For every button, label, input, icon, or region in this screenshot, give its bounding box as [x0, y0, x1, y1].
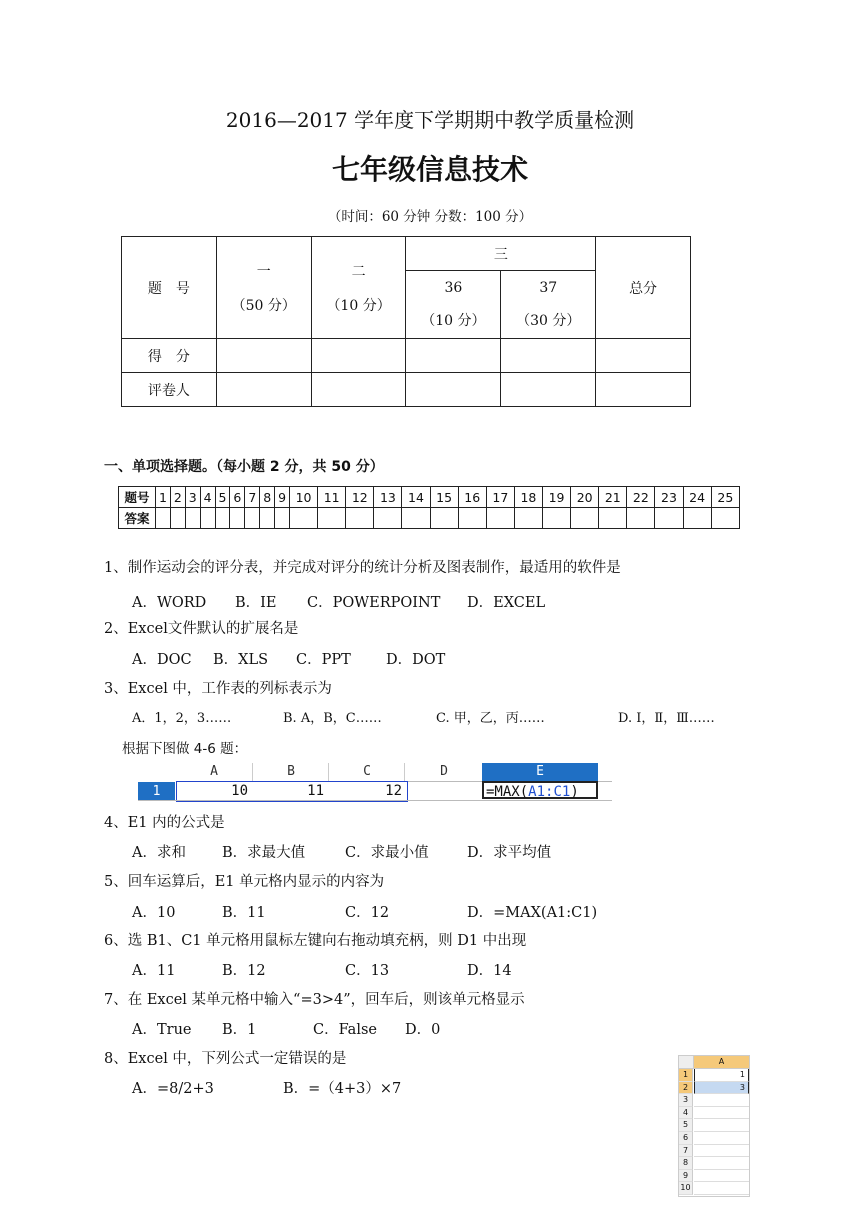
row-header: 4: [679, 1107, 693, 1120]
question-2-stem: 2、Excel文件默认的扩展名是: [104, 621, 299, 637]
answer-grid-number: 18: [514, 487, 542, 508]
score-col-2-name: 二: [351, 263, 366, 280]
sheet-cell[interactable]: 3: [694, 1082, 749, 1095]
score-cell[interactable]: [311, 339, 406, 373]
row-header: 6: [679, 1132, 693, 1145]
score-sub1-points: （10 分）: [421, 312, 486, 329]
score-col-1: [216, 237, 311, 339]
sheet-cell[interactable]: 1: [694, 1069, 749, 1082]
answer-grid-number: 9: [275, 487, 290, 508]
score-sub2-points: （30 分）: [516, 312, 581, 329]
mini-spreadsheet: [678, 1055, 750, 1197]
row-header: 7: [679, 1145, 693, 1158]
sheet-cell[interactable]: [694, 1107, 749, 1120]
answer-grid-number: 16: [458, 487, 486, 508]
answer-cell[interactable]: [458, 508, 486, 529]
option[interactable]: A．求和: [132, 845, 186, 861]
grader-cell[interactable]: [501, 373, 596, 407]
answer-grid-number: 4: [200, 487, 215, 508]
question-5-stem: 5、回车运算后，E1 单元格内显示的内容为: [104, 874, 385, 890]
sheet-cell[interactable]: [694, 1145, 749, 1158]
answer-grid-number: 8: [260, 487, 275, 508]
answer-grid-number: 10: [290, 487, 318, 508]
answer-cell[interactable]: [683, 508, 711, 529]
row-header: 9: [679, 1170, 693, 1183]
option[interactable]: B．12: [222, 963, 266, 979]
answer-grid-number: 13: [374, 487, 402, 508]
score-cell[interactable]: [216, 339, 311, 373]
option[interactable]: C．求最小值: [345, 845, 429, 861]
answer-grid-number: 17: [486, 487, 514, 508]
question-7-stem: 7、在 Excel 某单元格中输入“=3>4”，回车后，则该单元格显示: [104, 992, 525, 1008]
cell-b1[interactable]: 11: [307, 783, 324, 799]
answer-cell[interactable]: [430, 508, 458, 529]
option[interactable]: B．XLS: [213, 652, 269, 668]
score-col-2: [311, 237, 406, 339]
grader-row-label: 评卷人: [122, 373, 217, 407]
score-total-label: 总分: [596, 237, 691, 339]
answer-cell[interactable]: [402, 508, 430, 529]
option[interactable]: A．DOC: [132, 652, 192, 668]
answer-cell[interactable]: [215, 508, 230, 529]
sheet-cell[interactable]: [694, 1119, 749, 1132]
option[interactable]: D．0: [405, 1022, 441, 1038]
option[interactable]: D．14: [467, 963, 512, 979]
option[interactable]: B．IE: [235, 595, 277, 611]
answer-cell[interactable]: [170, 508, 185, 529]
answer-cell[interactable]: [627, 508, 655, 529]
formula-text: =MAX(: [486, 784, 529, 800]
column-header: D: [404, 763, 483, 781]
answer-grid-number: 6: [230, 487, 245, 508]
sheet-cell[interactable]: [694, 1170, 749, 1183]
cell-c1[interactable]: 12: [385, 783, 402, 799]
grader-cell[interactable]: [216, 373, 311, 407]
answer-cell[interactable]: [156, 508, 171, 529]
option[interactable]: A．WORD: [132, 595, 207, 611]
sheet-cell[interactable]: [694, 1132, 749, 1145]
option[interactable]: D．=MAX(A1:C1): [467, 905, 598, 921]
grader-cell[interactable]: [311, 373, 406, 407]
score-sub2-num: 37: [539, 279, 558, 296]
option[interactable]: A．True: [132, 1022, 192, 1038]
score-table: [121, 236, 691, 407]
answer-cell[interactable]: [230, 508, 245, 529]
row-header: 1: [679, 1069, 693, 1082]
score-col-3-sub1: [406, 271, 501, 339]
question-3-stem: 3、Excel 中，工作表的列标表示为: [104, 681, 332, 697]
answer-grid-number: 20: [571, 487, 599, 508]
answer-grid-number: 2: [170, 487, 185, 508]
answer-cell[interactable]: [599, 508, 627, 529]
answer-grid-row-label: 题号: [119, 487, 156, 508]
answer-grid-number: 12: [346, 487, 374, 508]
formula-range: A1:C1: [528, 784, 571, 800]
option[interactable]: B．11: [222, 905, 266, 921]
formula-text: ): [570, 784, 579, 800]
score-col-1-points: （50 分）: [231, 297, 296, 314]
cell-e1-formula[interactable]: [482, 781, 598, 799]
answer-cell[interactable]: [571, 508, 599, 529]
score-row-label: 得 分: [122, 339, 217, 373]
answer-cell[interactable]: [185, 508, 200, 529]
score-cell[interactable]: [501, 339, 596, 373]
row-header: 3: [679, 1094, 693, 1107]
exam-title: 七年级信息技术: [331, 153, 528, 186]
exam-year-line: 2016—2017 学年度下学期期中教学质量检测: [225, 108, 635, 132]
score-sub1-num: 36: [444, 279, 463, 296]
option[interactable]: B．求最大值: [222, 845, 306, 861]
column-header-selected: E: [482, 763, 598, 781]
answer-cell[interactable]: [260, 508, 275, 529]
question-8-stem: 8、Excel 中，下列公式一定错误的是: [104, 1051, 347, 1067]
answer-grid-number: 25: [711, 487, 739, 508]
question-4-stem: 4、E1 内的公式是: [104, 815, 225, 831]
score-cell[interactable]: [406, 339, 501, 373]
score-col-2-points: （10 分）: [326, 297, 391, 314]
answer-grid-number: 3: [185, 487, 200, 508]
option[interactable]: C．PPT: [296, 652, 351, 668]
score-col-1-name: 一: [256, 263, 271, 280]
option[interactable]: C. 甲，乙，丙……: [436, 711, 545, 726]
answer-cell[interactable]: [200, 508, 215, 529]
option[interactable]: A．=8/2+3: [132, 1081, 214, 1097]
answer-grid-number: 23: [655, 487, 683, 508]
row-header: 5: [679, 1119, 693, 1132]
option[interactable]: A．11: [132, 963, 176, 979]
row-header: 10: [679, 1182, 693, 1195]
score-label-col: 题 号: [122, 237, 217, 339]
option[interactable]: C．12: [345, 905, 390, 921]
option[interactable]: D．DOT: [386, 652, 446, 668]
exam-subtitle: （时间：60 分钟 分数：100 分）: [327, 209, 533, 225]
answer-grid-number: 21: [599, 487, 627, 508]
sheet-cell[interactable]: [694, 1182, 749, 1195]
option[interactable]: B．1: [222, 1022, 257, 1038]
row-header: 2: [679, 1082, 693, 1095]
option[interactable]: C．13: [345, 963, 390, 979]
answer-cell[interactable]: [374, 508, 402, 529]
question-1-stem: 1、制作运动会的评分表，并完成对评分的统计分析及图表制作，最适用的软件是: [104, 560, 621, 576]
cell-a1[interactable]: 10: [231, 783, 248, 799]
grader-cell[interactable]: [596, 373, 691, 407]
answer-cell[interactable]: [290, 508, 318, 529]
answer-grid-number: 1: [156, 487, 171, 508]
option[interactable]: A．1，2，3……: [132, 711, 232, 726]
score-col-3-sub2: [501, 271, 596, 339]
answer-cell[interactable]: [275, 508, 290, 529]
answer-cell[interactable]: [486, 508, 514, 529]
row-header: 8: [679, 1157, 693, 1170]
answer-grid: [118, 486, 740, 529]
grader-cell[interactable]: [406, 373, 501, 407]
excel-screenshot: [138, 763, 612, 801]
option[interactable]: B．=（4+3）×7: [283, 1081, 402, 1097]
option[interactable]: A．10: [132, 905, 176, 921]
answer-cell[interactable]: [543, 508, 571, 529]
option[interactable]: B. A，B，C……: [283, 711, 382, 726]
answer-grid-number: 11: [318, 487, 346, 508]
answer-grid-number: 22: [627, 487, 655, 508]
row-header: 1: [138, 782, 175, 801]
column-header: C: [328, 763, 405, 781]
answer-grid-number: 15: [430, 487, 458, 508]
option[interactable]: C．False: [313, 1022, 377, 1038]
column-header: A: [694, 1056, 749, 1069]
score-col-3-name: 三: [406, 237, 596, 271]
answer-cell[interactable]: [711, 508, 739, 529]
note-questions-4-6: 根据下图做 4-6 题：: [122, 741, 248, 757]
column-header: B: [252, 763, 329, 781]
answer-grid-row-label: 答案: [119, 508, 156, 529]
column-header: A: [210, 764, 218, 779]
answer-grid-number: 7: [245, 487, 260, 508]
answer-cell[interactable]: [514, 508, 542, 529]
answer-grid-number: 24: [683, 487, 711, 508]
sheet-cell[interactable]: [694, 1094, 749, 1107]
option[interactable]: D．求平均值: [467, 845, 552, 861]
sheet-cell[interactable]: [694, 1157, 749, 1170]
answer-grid-number: 19: [543, 487, 571, 508]
option[interactable]: C．POWERPOINT: [307, 595, 441, 611]
section-1-title: 一、单项选择题。（每小题 2 分，共 50 分）: [104, 459, 384, 475]
question-6-stem: 6、选 B1、C1 单元格用鼠标左键向右拖动填充柄，则 D1 中出现: [104, 933, 527, 949]
answer-cell[interactable]: [655, 508, 683, 529]
score-cell[interactable]: [596, 339, 691, 373]
answer-cell[interactable]: [245, 508, 260, 529]
option[interactable]: D. Ⅰ，Ⅱ，Ⅲ……: [618, 711, 715, 726]
answer-grid-number: 14: [402, 487, 430, 508]
option[interactable]: D．EXCEL: [467, 595, 546, 611]
answer-cell[interactable]: [346, 508, 374, 529]
answer-cell[interactable]: [318, 508, 346, 529]
answer-grid-number: 5: [215, 487, 230, 508]
